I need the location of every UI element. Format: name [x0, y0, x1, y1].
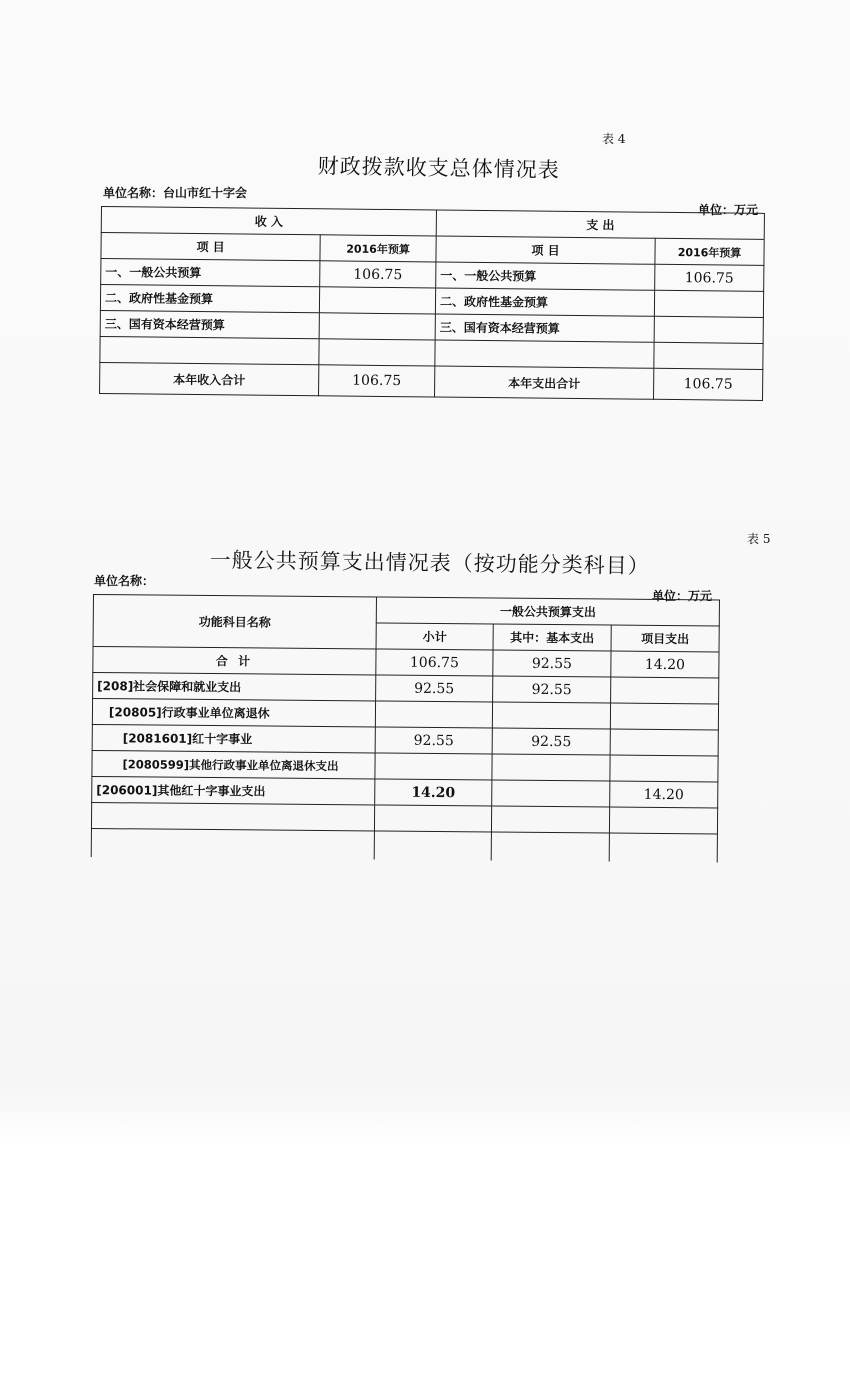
expense-total-value: 106.75	[654, 368, 763, 400]
row-basic	[492, 780, 610, 807]
expense-value	[654, 342, 763, 369]
row-project	[609, 807, 717, 834]
row-project	[610, 729, 718, 756]
expense-total-label: 本年支出合计	[435, 366, 654, 399]
income-total-value: 106.75	[319, 365, 435, 397]
row-subtotal	[374, 831, 491, 861]
table-row	[91, 828, 717, 862]
expense-item: 一、一般公共预算	[436, 262, 655, 290]
table4-grid	[99, 206, 765, 401]
expense-value	[654, 290, 763, 317]
table4-title: 财政拨款收支总体情况表	[317, 153, 560, 183]
income-item	[100, 336, 319, 364]
row-basic	[492, 754, 610, 781]
income-value	[319, 313, 435, 340]
table5-name-header: 功能科目名称	[93, 595, 376, 649]
table4-expense-item-header: 项 目	[436, 236, 655, 264]
table5-tag: 表 5	[747, 532, 771, 546]
row-project	[609, 833, 717, 862]
row-subtotal	[375, 701, 492, 728]
table5-project-header: 项目支出	[611, 625, 719, 652]
row-basic: 92.55	[492, 728, 610, 755]
row-name: 合 计	[93, 647, 376, 675]
row-basic: 92.55	[493, 650, 611, 677]
table4-unit-name: 单位名称：台山市红十字会	[103, 186, 248, 200]
row-basic	[492, 702, 610, 729]
row-subtotal	[375, 753, 492, 780]
row-subtotal: 106.75	[376, 649, 493, 676]
table4-total-row	[100, 362, 763, 400]
row-name: [206001]其他红十字事业支出	[92, 776, 375, 804]
income-value	[319, 339, 435, 366]
table4-expense-budget-header: 2016年预算	[655, 238, 764, 265]
expense-item: 二、政府性基金预算	[435, 288, 654, 316]
row-subtotal: 92.55	[375, 727, 492, 754]
row-basic	[491, 806, 609, 833]
table5-grid	[91, 594, 720, 862]
table4-income-budget-header: 2016年预算	[320, 235, 436, 262]
table4-income-header: 收 入	[101, 207, 436, 237]
row-name	[91, 802, 374, 830]
income-value	[319, 287, 435, 314]
row-subtotal: 92.55	[376, 675, 493, 702]
row-name	[91, 828, 374, 859]
row-basic	[491, 832, 609, 862]
row-project	[611, 677, 719, 704]
row-project: 14.20	[611, 651, 719, 678]
row-name: [20805]行政事业单位离退休	[92, 699, 375, 727]
table5-basic-header: 其中：基本支出	[493, 624, 611, 651]
income-value: 106.75	[320, 261, 436, 288]
income-item: 一、一般公共预算	[101, 259, 320, 287]
table5-title: 一般公共预算支出情况表（按功能分类科目）	[209, 547, 650, 579]
income-item: 二、政府性基金预算	[100, 285, 319, 313]
table4-income-item-header: 项 目	[101, 233, 320, 261]
row-project	[610, 703, 718, 730]
table4-tag: 表 4	[602, 132, 626, 146]
row-project: 14.20	[610, 781, 718, 808]
row-basic: 92.55	[493, 676, 611, 703]
income-total-label: 本年收入合计	[100, 362, 319, 395]
table5-subtotal-header: 小计	[376, 623, 493, 650]
income-item: 三、国有资本经营预算	[100, 310, 319, 338]
row-name: [208]社会保障和就业支出	[93, 673, 376, 701]
expense-item: 三、国有资本经营预算	[435, 314, 654, 342]
row-project	[610, 755, 718, 782]
table5-group-header: 一般公共预算支出	[376, 597, 719, 626]
table4-unit: 单位：万元	[698, 203, 759, 217]
expense-item	[435, 340, 654, 368]
row-subtotal	[374, 805, 491, 832]
row-name: [2080599]其他行政事业单位离退休支出	[92, 750, 375, 778]
table5-unit-name: 单位名称：	[94, 574, 155, 588]
table5-unit: 单位：万元	[652, 589, 713, 603]
row-subtotal: 14.20	[375, 779, 492, 806]
row-name: [2081601]红十字事业	[92, 724, 375, 752]
table4-expense-header: 支 出	[436, 210, 764, 239]
expense-value: 106.75	[655, 264, 764, 291]
expense-value	[654, 316, 763, 343]
